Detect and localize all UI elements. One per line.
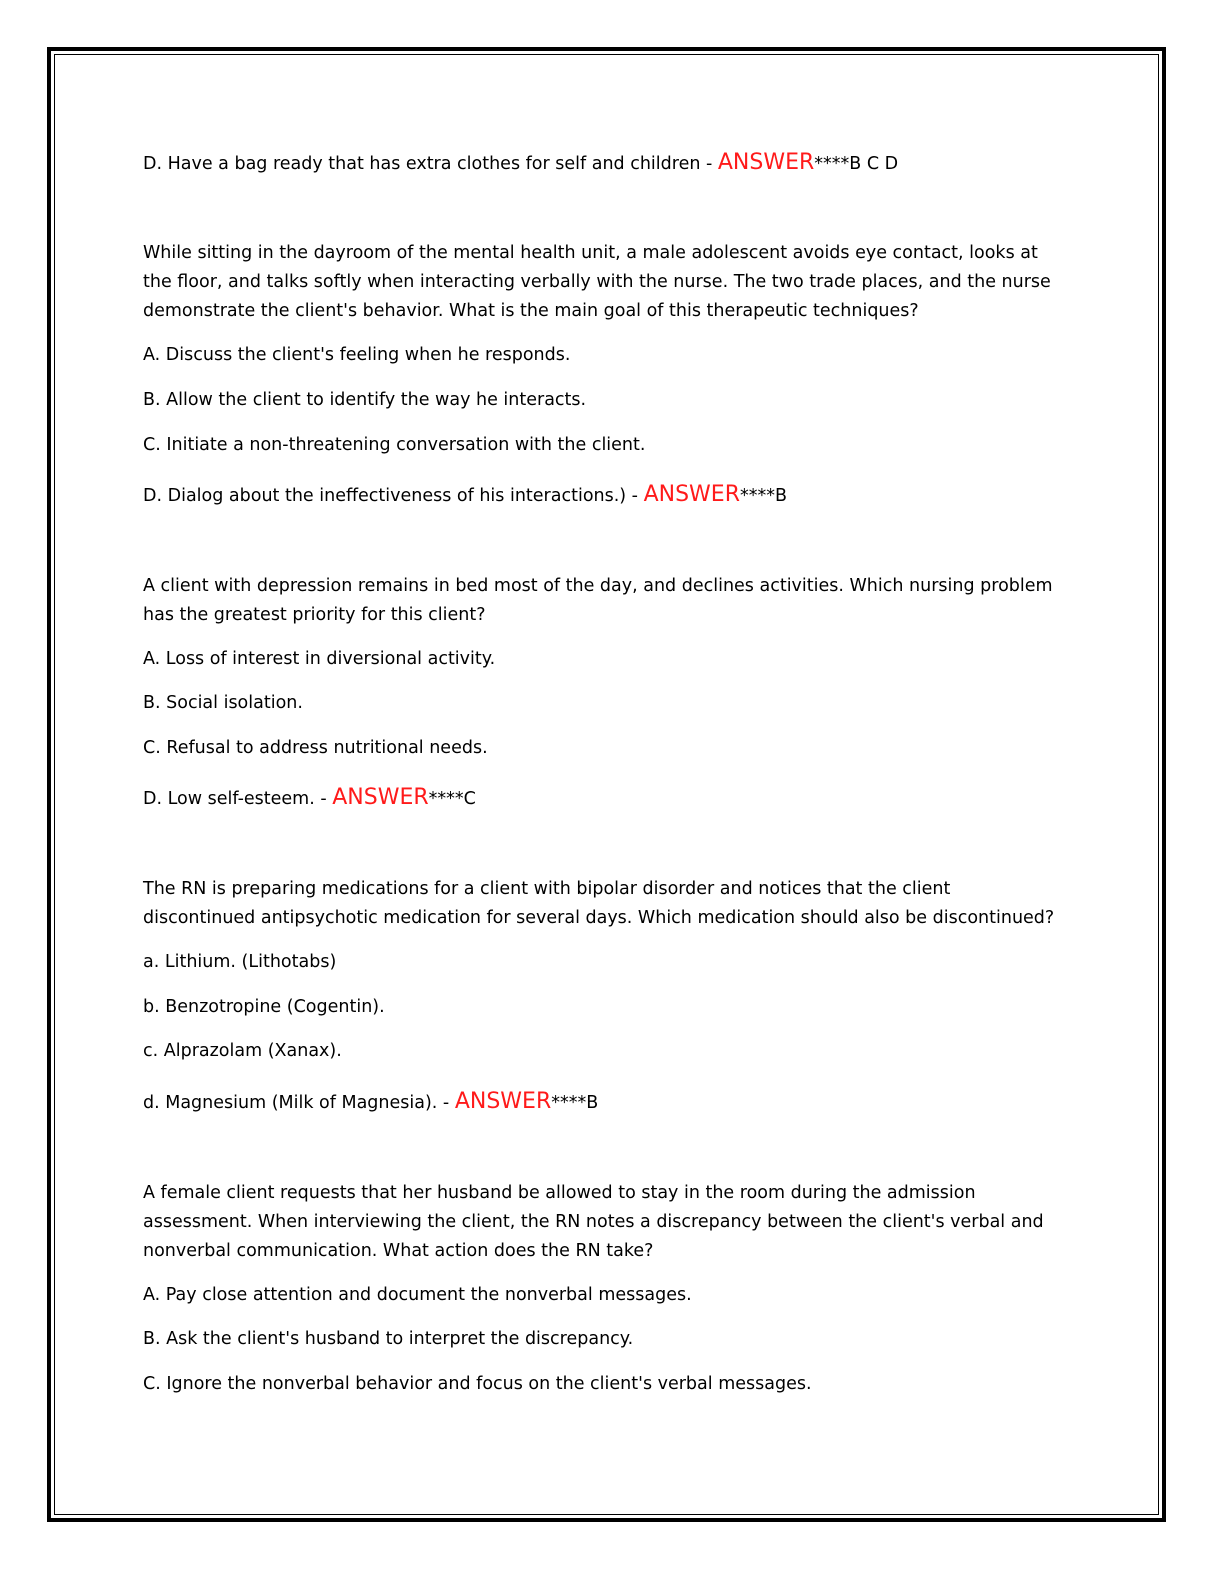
answer-key: ****B: [739, 486, 787, 506]
answer-label: ANSWER: [454, 1089, 552, 1114]
question-text: assessment. When interviewing the client, the RN notes a discrepancy between the client's verbal and: [143, 1212, 1044, 1232]
answer-key: ****C: [428, 789, 476, 809]
answer-option: c. Alprazolam (Xanax).: [143, 1041, 342, 1061]
question-text: A female client requests that her husband be allowed to stay in the room during the admission: [143, 1183, 976, 1203]
question-text: nonverbal communication. What action does the RN take?: [143, 1241, 654, 1261]
answer-option: a. Lithium. (Lithotabs): [143, 952, 337, 972]
answer-option-text: d. Magnesium (Milk of Magnesia). -: [143, 1093, 455, 1113]
answer-key: ****B C D: [814, 154, 899, 174]
answer-line: [143, 480, 787, 511]
answer-option: A. Loss of interest in diversional activity.: [143, 649, 496, 669]
answer-line: [143, 783, 476, 814]
answer-line: [143, 1087, 598, 1118]
answer-option: B. Social isolation.: [143, 693, 303, 713]
answer-option: B. Ask the client's husband to interpret the discrepancy.: [143, 1329, 634, 1349]
answer-option-text: D. Have a bag ready that has extra clothes for self and children -: [143, 154, 718, 174]
answer-option: A. Discuss the client's feeling when he responds.: [143, 345, 571, 365]
answer-option: C. Initiate a non-threatening conversation with the client.: [143, 435, 646, 455]
question-text: demonstrate the client's behavior. What is the main goal of this therapeutic techniques?: [143, 301, 919, 321]
question-text: has the greatest priority for this client?: [143, 605, 486, 625]
answer-option: b. Benzotropine (Cogentin).: [143, 997, 385, 1017]
question-text: discontinued antipsychotic medication for several days. Which medication should also be discontinued?: [143, 908, 1055, 928]
answer-option-text: D. Dialog about the ineffectiveness of his interactions.) -: [143, 486, 644, 506]
answer-option-text: D. Low self-esteem. -: [143, 789, 333, 809]
answer-label: ANSWER: [643, 482, 740, 507]
question-text: the floor, and talks softly when interacting verbally with the nurse. The two trade places, and the nurse: [143, 272, 1051, 292]
answer-label: ANSWER: [717, 150, 815, 175]
answer-label: ANSWER: [332, 785, 429, 810]
question-text: While sitting in the dayroom of the mental health unit, a male adolescent avoids eye contact, looks at: [143, 243, 1038, 263]
answer-option: C. Refusal to address nutritional needs.: [143, 738, 488, 758]
answer-option: B. Allow the client to identify the way he interacts.: [143, 390, 587, 410]
answer-key: ****B: [551, 1093, 599, 1113]
question-text: A client with depression remains in bed most of the day, and declines activities. Which nursing problem: [143, 576, 1053, 596]
question-text: The RN is preparing medications for a client with bipolar disorder and notices that the client: [143, 879, 951, 899]
answer-option: C. Ignore the nonverbal behavior and focus on the client's verbal messages.: [143, 1374, 812, 1394]
answer-option: A. Pay close attention and document the nonverbal messages.: [143, 1285, 692, 1305]
answer-line: [143, 148, 898, 179]
